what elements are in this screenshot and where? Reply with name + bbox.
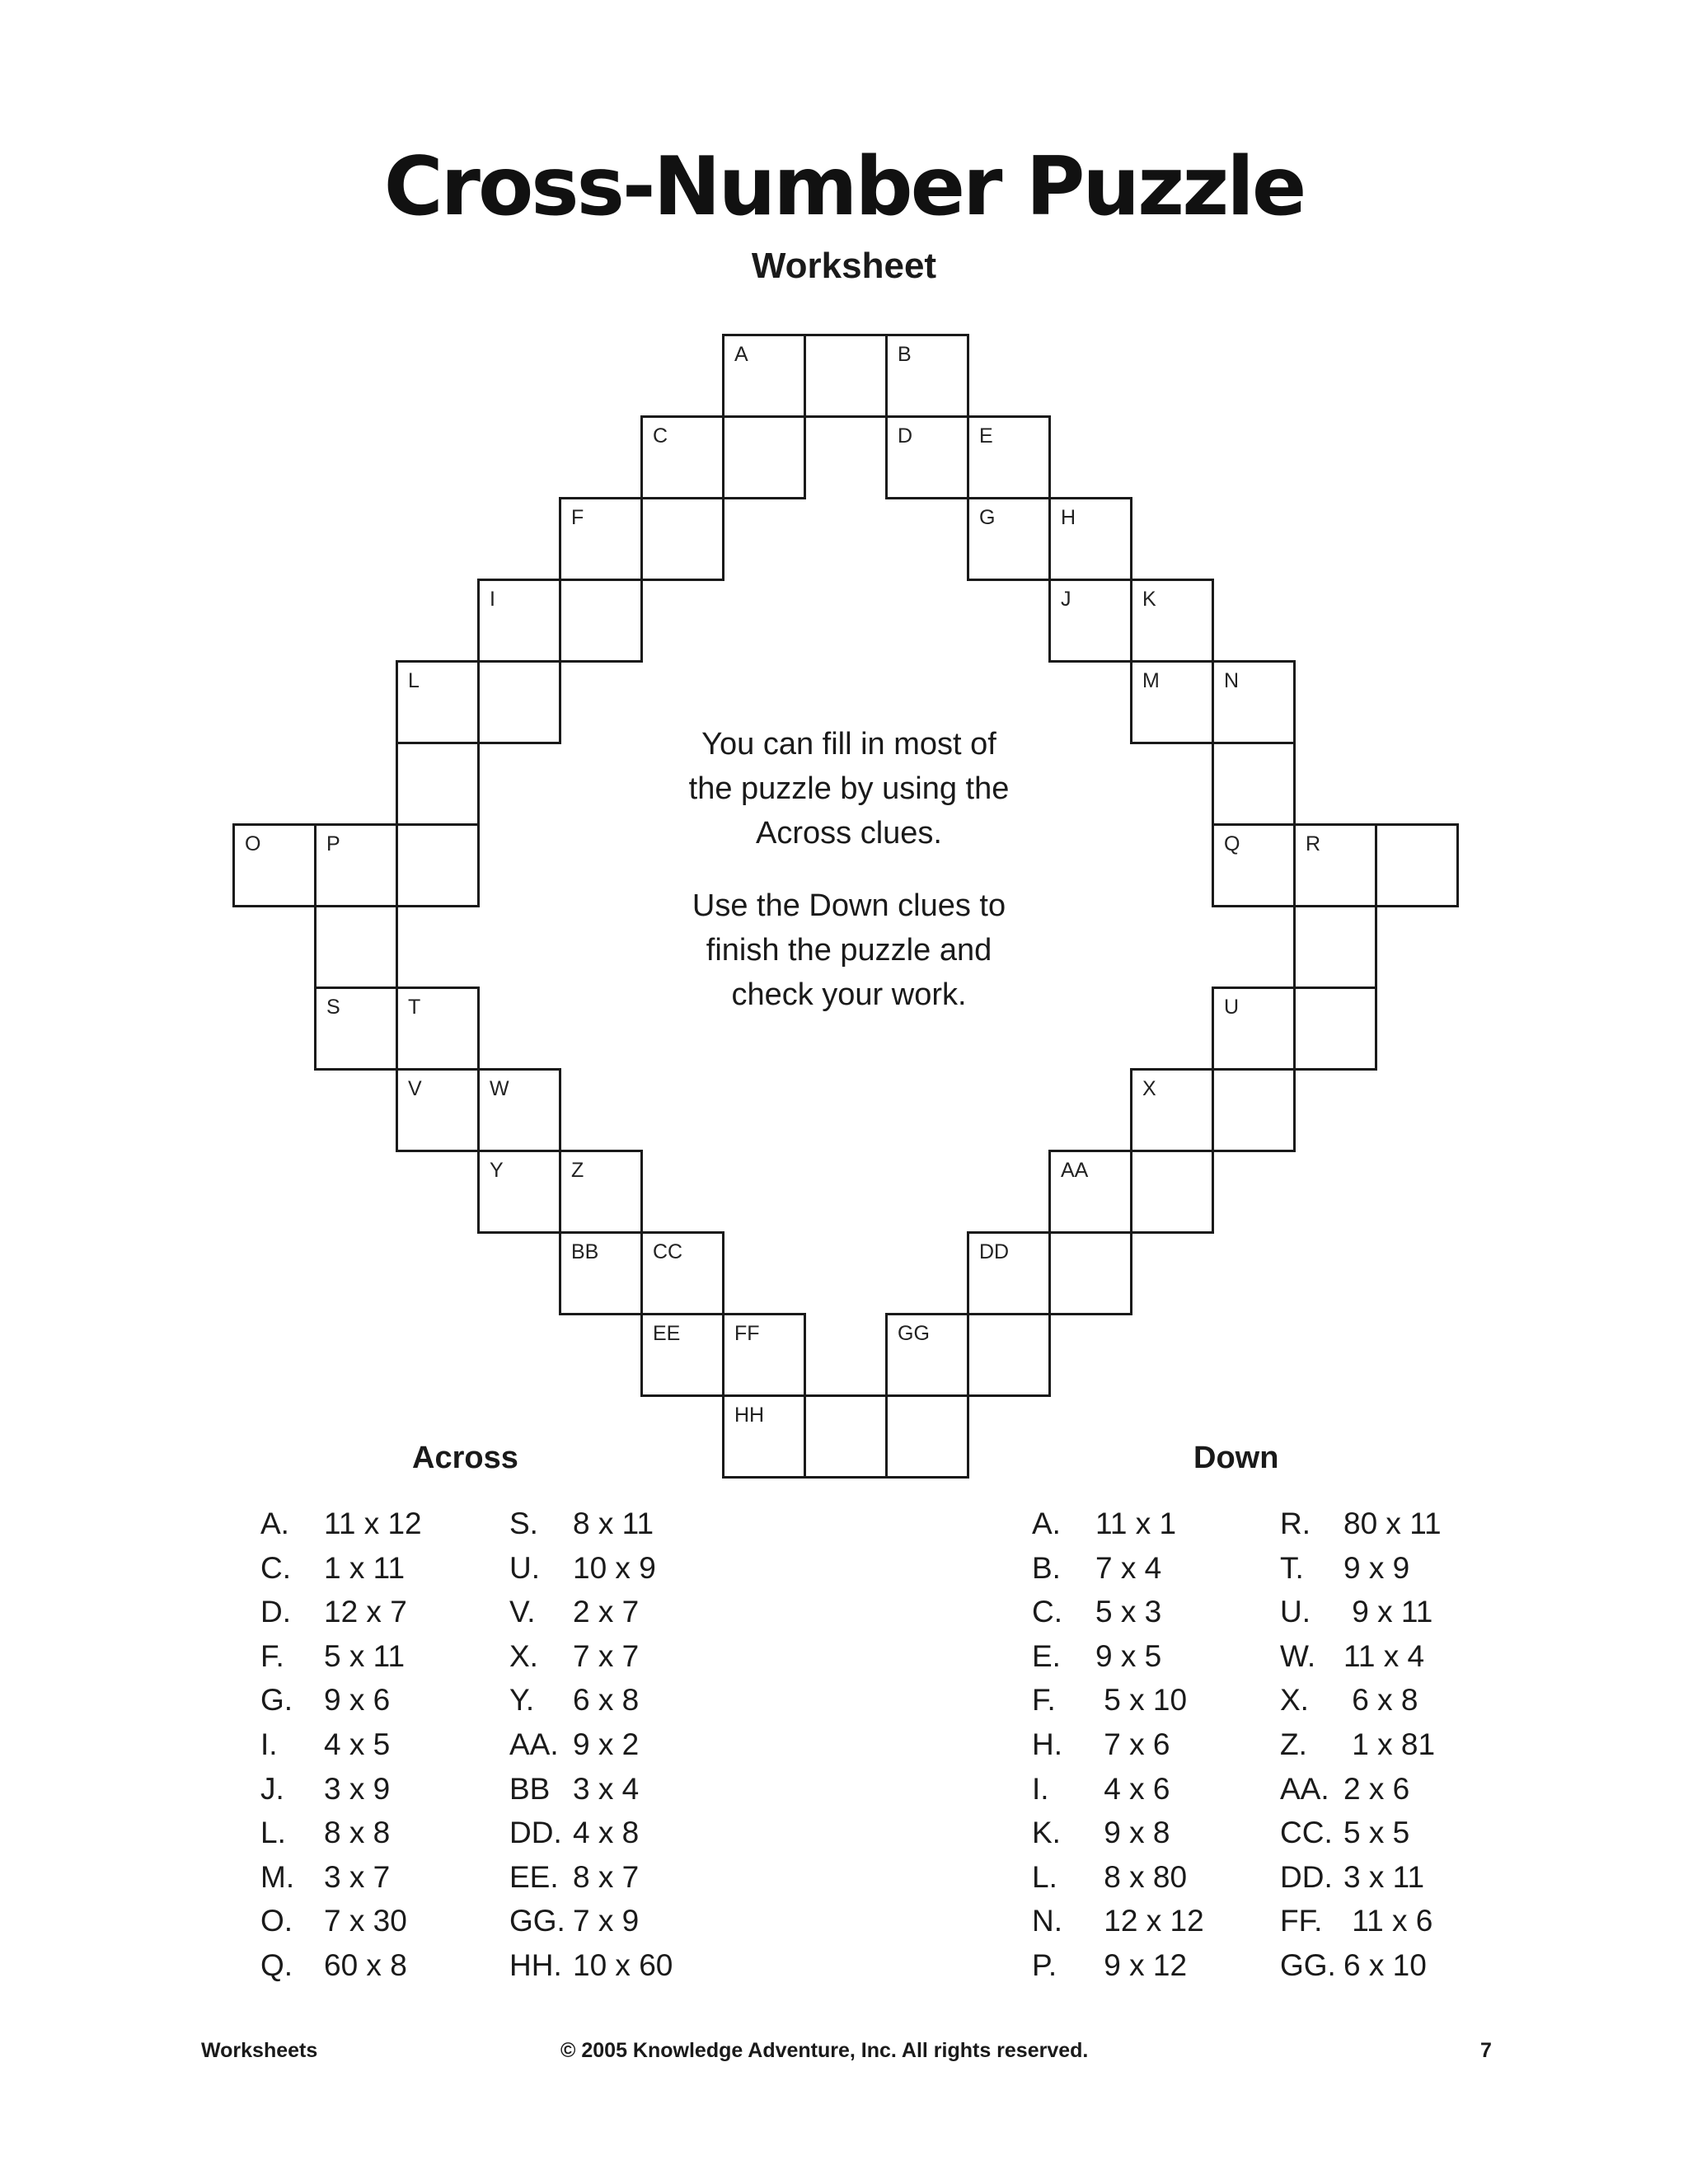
cell-label: Q bbox=[1224, 832, 1240, 855]
puzzle-cell[interactable] bbox=[722, 334, 806, 418]
clue-label: Y. bbox=[509, 1683, 535, 1718]
clue-label: DD. bbox=[1280, 1859, 1333, 1894]
cell-label: Y bbox=[490, 1159, 504, 1182]
puzzle-cell[interactable] bbox=[640, 497, 724, 581]
clue-label: GG. bbox=[509, 1904, 565, 1938]
clue-label: G. bbox=[260, 1683, 293, 1718]
instructions-line: Across clues. bbox=[756, 816, 942, 851]
puzzle-cell[interactable] bbox=[1212, 742, 1296, 826]
puzzle-cell[interactable] bbox=[1212, 1068, 1296, 1152]
clue-label: AA. bbox=[1280, 1771, 1329, 1806]
clue-expression: 4 x 8 bbox=[573, 1816, 640, 1850]
clue-label: Z. bbox=[1280, 1727, 1307, 1761]
puzzle-cell[interactable] bbox=[885, 1394, 969, 1479]
clue-expression: 2 x 7 bbox=[573, 1595, 640, 1629]
footer-left: Worksheets bbox=[201, 2039, 318, 2062]
clue-expression: 8 x 8 bbox=[324, 1816, 391, 1850]
clue-label: I. bbox=[1032, 1771, 1049, 1806]
instructions-line: You can fill in most of bbox=[701, 727, 996, 762]
cell-label: K bbox=[1142, 588, 1156, 611]
puzzle-cell[interactable] bbox=[1130, 660, 1214, 744]
page-title: Cross-Number Puzzle bbox=[383, 140, 1305, 234]
clue-expression: 80 x 11 bbox=[1343, 1507, 1442, 1540]
puzzle-cell[interactable] bbox=[804, 334, 888, 418]
clue-label: U. bbox=[1280, 1595, 1311, 1629]
clue-expression: 3 x 9 bbox=[324, 1771, 391, 1806]
puzzle-cell[interactable] bbox=[1048, 1150, 1132, 1234]
clue-label: DD. bbox=[509, 1816, 562, 1850]
clue-label: R. bbox=[1280, 1507, 1311, 1540]
clue-expression: 9 x 9 bbox=[1343, 1550, 1410, 1585]
clue-label: E. bbox=[1032, 1638, 1061, 1673]
cell-label: W bbox=[490, 1077, 509, 1100]
clue-label: BB bbox=[509, 1771, 551, 1806]
puzzle-cell[interactable] bbox=[396, 823, 480, 907]
clue-label: L. bbox=[260, 1816, 286, 1850]
puzzle-cell[interactable] bbox=[967, 497, 1051, 581]
cell-label: J bbox=[1061, 588, 1071, 611]
clue-expression: 3 x 7 bbox=[324, 1859, 391, 1894]
clue-label: EE. bbox=[509, 1859, 559, 1894]
cell-label: L bbox=[408, 669, 420, 692]
cell-label: T bbox=[408, 996, 421, 1019]
clue-expression: 7 x 6 bbox=[1095, 1727, 1170, 1761]
clue-expression: 9 x 8 bbox=[1095, 1816, 1170, 1850]
clue-expression: 4 x 6 bbox=[1095, 1771, 1170, 1806]
clue-label: L. bbox=[1032, 1859, 1057, 1894]
clue-expression: 2 x 6 bbox=[1343, 1771, 1410, 1806]
puzzle-cell[interactable] bbox=[885, 415, 969, 499]
cell-label: AA bbox=[1061, 1159, 1089, 1182]
clue-label: J. bbox=[260, 1771, 284, 1806]
clue-expression: 9 x 6 bbox=[324, 1683, 391, 1718]
cell-label: GG bbox=[898, 1322, 930, 1345]
instructions-line: the puzzle by using the bbox=[688, 771, 1010, 806]
clue-label: HH. bbox=[509, 1948, 562, 1982]
cell-label: G bbox=[979, 506, 996, 529]
cell-label: I bbox=[490, 588, 495, 611]
instructions-line: check your work. bbox=[731, 977, 967, 1012]
cell-label: U bbox=[1224, 996, 1240, 1019]
cell-label: O bbox=[245, 832, 261, 855]
clue-label: FF. bbox=[1280, 1904, 1323, 1938]
puzzle-cell[interactable] bbox=[885, 334, 969, 418]
clue-label: S. bbox=[509, 1507, 538, 1540]
puzzle-cell[interactable] bbox=[559, 1231, 643, 1315]
footer-copyright: © 2005 Knowledge Adventure, Inc. All rights reserved. bbox=[560, 2039, 1089, 2062]
puzzle-cell[interactable] bbox=[232, 823, 316, 907]
puzzle-cell[interactable] bbox=[885, 1313, 969, 1397]
instructions-line: Use the Down clues to bbox=[692, 888, 1006, 923]
puzzle-cell[interactable] bbox=[477, 1150, 561, 1234]
cell-label: P bbox=[326, 832, 340, 855]
clue-expression: 11 x 12 bbox=[324, 1507, 422, 1540]
clue-expression: 8 x 80 bbox=[1095, 1859, 1188, 1894]
puzzle-cell[interactable] bbox=[314, 823, 398, 907]
page-subtitle: Worksheet bbox=[751, 246, 937, 286]
clue-expression: 6 x 8 bbox=[573, 1683, 640, 1718]
clue-expression: 7 x 9 bbox=[573, 1904, 640, 1938]
clue-label: U. bbox=[509, 1550, 540, 1585]
puzzle-cell[interactable] bbox=[804, 1394, 888, 1479]
clue-expression: 5 x 5 bbox=[1343, 1816, 1410, 1850]
clue-label: Q. bbox=[260, 1948, 293, 1982]
cell-label: D bbox=[898, 424, 913, 448]
clue-label: K. bbox=[1032, 1816, 1061, 1850]
clue-expression: 5 x 11 bbox=[324, 1638, 406, 1673]
clue-expression: 8 x 7 bbox=[573, 1859, 640, 1894]
puzzle-cell[interactable] bbox=[722, 1313, 806, 1397]
puzzle-cell[interactable] bbox=[1048, 1231, 1132, 1315]
cell-label: FF bbox=[734, 1322, 760, 1345]
cell-label: BB bbox=[571, 1240, 599, 1263]
puzzle-cell[interactable] bbox=[1293, 905, 1377, 989]
clue-expression: 8 x 11 bbox=[573, 1507, 654, 1540]
clue-label: V. bbox=[509, 1595, 536, 1629]
clue-label: T. bbox=[1280, 1550, 1304, 1585]
clue-expression: 9 x 11 bbox=[1343, 1595, 1433, 1629]
puzzle-cell[interactable] bbox=[1212, 660, 1296, 744]
clue-expression: 4 x 5 bbox=[324, 1727, 391, 1761]
cell-label: X bbox=[1142, 1077, 1156, 1100]
puzzle-cell[interactable] bbox=[1212, 987, 1296, 1071]
down-heading: Down bbox=[1193, 1441, 1279, 1475]
clue-label: H. bbox=[1032, 1727, 1062, 1761]
clue-expression: 6 x 10 bbox=[1343, 1948, 1427, 1982]
clue-expression: 9 x 5 bbox=[1095, 1638, 1162, 1673]
puzzle-cell[interactable] bbox=[314, 987, 398, 1071]
puzzle-cell[interactable] bbox=[967, 415, 1051, 499]
puzzle-cell[interactable] bbox=[640, 1231, 724, 1315]
puzzle-cell[interactable] bbox=[396, 742, 480, 826]
clue-expression: 10 x 9 bbox=[573, 1550, 656, 1585]
cell-label: E bbox=[979, 424, 993, 448]
puzzle-cell[interactable] bbox=[722, 1394, 806, 1479]
puzzle-cell[interactable] bbox=[1212, 823, 1296, 907]
clue-expression: 3 x 4 bbox=[573, 1771, 640, 1806]
clue-expression: 9 x 2 bbox=[573, 1727, 640, 1761]
clue-expression: 7 x 4 bbox=[1095, 1550, 1162, 1585]
cell-label: F bbox=[571, 506, 584, 529]
cell-label: A bbox=[734, 343, 748, 366]
cell-label: CC bbox=[653, 1240, 683, 1263]
clue-label: CC. bbox=[1280, 1816, 1333, 1850]
instructions-paragraph-2 bbox=[626, 883, 1071, 1017]
across-heading: Across bbox=[412, 1441, 518, 1475]
clue-label: F. bbox=[260, 1638, 284, 1673]
puzzle-cell[interactable] bbox=[1130, 1150, 1214, 1234]
clue-label: C. bbox=[260, 1550, 291, 1585]
clue-label: W. bbox=[1280, 1638, 1316, 1673]
clue-label: X. bbox=[509, 1638, 538, 1673]
clue-label: I. bbox=[260, 1727, 278, 1761]
clue-expression: 11 x 4 bbox=[1343, 1638, 1425, 1673]
puzzle-cell[interactable] bbox=[1130, 579, 1214, 663]
puzzle-cell[interactable] bbox=[314, 905, 398, 989]
puzzle-cell[interactable] bbox=[477, 1068, 561, 1152]
clue-label: D. bbox=[260, 1595, 291, 1629]
puzzle-cell[interactable] bbox=[1293, 987, 1377, 1071]
cell-label: B bbox=[898, 343, 912, 366]
puzzle-cell[interactable] bbox=[559, 497, 643, 581]
cell-label: Z bbox=[571, 1159, 584, 1182]
cell-label: H bbox=[1061, 506, 1076, 529]
cell-label: V bbox=[408, 1077, 422, 1100]
puzzle-cell[interactable] bbox=[559, 579, 643, 663]
clue-expression: 11 x 1 bbox=[1095, 1507, 1177, 1540]
cell-label: HH bbox=[734, 1404, 765, 1427]
clue-expression: 12 x 7 bbox=[324, 1595, 407, 1629]
clue-expression: 5 x 3 bbox=[1095, 1595, 1162, 1629]
cell-label: S bbox=[326, 996, 340, 1019]
puzzle-cell[interactable] bbox=[967, 1313, 1051, 1397]
clue-label: F. bbox=[1032, 1683, 1056, 1718]
clue-label: A. bbox=[260, 1507, 289, 1540]
puzzle-cell[interactable] bbox=[1375, 823, 1459, 907]
puzzle-cell[interactable] bbox=[1130, 1068, 1214, 1152]
cell-label: DD bbox=[979, 1240, 1010, 1263]
cell-label: EE bbox=[653, 1322, 681, 1345]
clue-label: C. bbox=[1032, 1595, 1062, 1629]
clue-expression: 5 x 10 bbox=[1095, 1683, 1188, 1718]
clue-expression: 60 x 8 bbox=[324, 1948, 407, 1982]
puzzle-cell[interactable] bbox=[1293, 823, 1377, 907]
clue-label: B. bbox=[1032, 1550, 1061, 1585]
puzzle-cell[interactable] bbox=[967, 1231, 1051, 1315]
clue-label: N. bbox=[1032, 1904, 1062, 1938]
clue-expression: 7 x 7 bbox=[573, 1638, 640, 1673]
puzzle-cell[interactable] bbox=[396, 1068, 480, 1152]
puzzle-cell[interactable] bbox=[722, 415, 806, 499]
clue-label: O. bbox=[260, 1904, 293, 1938]
puzzle-cell[interactable] bbox=[477, 579, 561, 663]
puzzle-cell[interactable] bbox=[640, 415, 724, 499]
footer-page-number: 7 bbox=[1480, 2039, 1492, 2062]
puzzle-cell[interactable] bbox=[559, 1150, 643, 1234]
clue-expression: 10 x 60 bbox=[573, 1948, 673, 1982]
puzzle-cell[interactable] bbox=[1048, 497, 1132, 581]
clue-expression: 3 x 11 bbox=[1343, 1859, 1425, 1894]
clue-expression: 7 x 30 bbox=[324, 1904, 407, 1938]
puzzle-cell[interactable] bbox=[396, 660, 480, 744]
cell-label: M bbox=[1142, 669, 1160, 692]
instructions-line: finish the puzzle and bbox=[706, 933, 992, 968]
clue-expression: 1 x 81 bbox=[1343, 1727, 1436, 1761]
clue-label: AA. bbox=[509, 1727, 559, 1761]
clue-expression: 6 x 8 bbox=[1343, 1683, 1418, 1718]
cell-label: R bbox=[1306, 832, 1321, 855]
cell-label: C bbox=[653, 424, 668, 448]
clue-label: GG. bbox=[1280, 1948, 1336, 1982]
clue-label: M. bbox=[260, 1859, 295, 1894]
clue-expression: 12 x 12 bbox=[1095, 1904, 1204, 1938]
clue-expression: 9 x 12 bbox=[1095, 1948, 1188, 1982]
puzzle-cell[interactable] bbox=[477, 660, 561, 744]
puzzle-cell[interactable] bbox=[396, 987, 480, 1071]
clue-label: A. bbox=[1032, 1507, 1061, 1540]
puzzle-cell[interactable] bbox=[640, 1313, 724, 1397]
clue-label: P. bbox=[1032, 1948, 1057, 1982]
instructions-paragraph-1 bbox=[626, 722, 1071, 855]
clue-label: X. bbox=[1280, 1683, 1309, 1718]
cell-label: N bbox=[1224, 669, 1240, 692]
clue-expression: 1 x 11 bbox=[324, 1550, 406, 1585]
clue-expression: 11 x 6 bbox=[1343, 1904, 1433, 1938]
puzzle-cell[interactable] bbox=[1048, 579, 1132, 663]
